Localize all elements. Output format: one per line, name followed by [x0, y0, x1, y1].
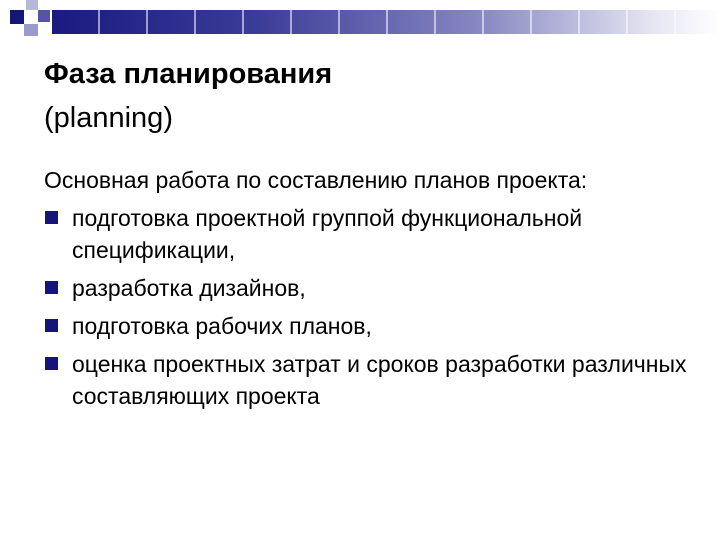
- list-item: [44, 272, 694, 304]
- list-item-text: разработка дизайнов,: [72, 275, 306, 301]
- list-item-text: подготовка рабочих планов,: [72, 313, 372, 339]
- list-item-text: оценка проектных затрат и сроков разработки различных составляющих проекта: [72, 351, 687, 409]
- decorative-square-pale: [24, 24, 38, 36]
- list-item-text: подготовка проектной группой функциональной спецификации,: [72, 205, 583, 263]
- slide-title: [44, 56, 332, 136]
- decorative-square-light: [26, 0, 38, 10]
- intro-text: Основная работа по составлению планов проекта:: [44, 167, 588, 193]
- square-bullet-icon: [45, 357, 58, 370]
- list-item: [44, 348, 694, 412]
- list-item: [44, 202, 694, 266]
- list-item: [44, 310, 694, 342]
- slide-title-main: Фаза планирования: [44, 58, 333, 90]
- slide-title-subtitle: (planning): [44, 102, 173, 134]
- slide-content: [44, 164, 694, 418]
- square-bullet-icon: [45, 211, 58, 224]
- header-bar-stripes: [52, 10, 720, 34]
- square-bullet-icon: [45, 319, 58, 332]
- decorative-square-mid: [38, 10, 50, 22]
- square-bullet-icon: [45, 281, 58, 294]
- bullet-list: [44, 202, 694, 412]
- decorative-square-dark: [10, 10, 24, 24]
